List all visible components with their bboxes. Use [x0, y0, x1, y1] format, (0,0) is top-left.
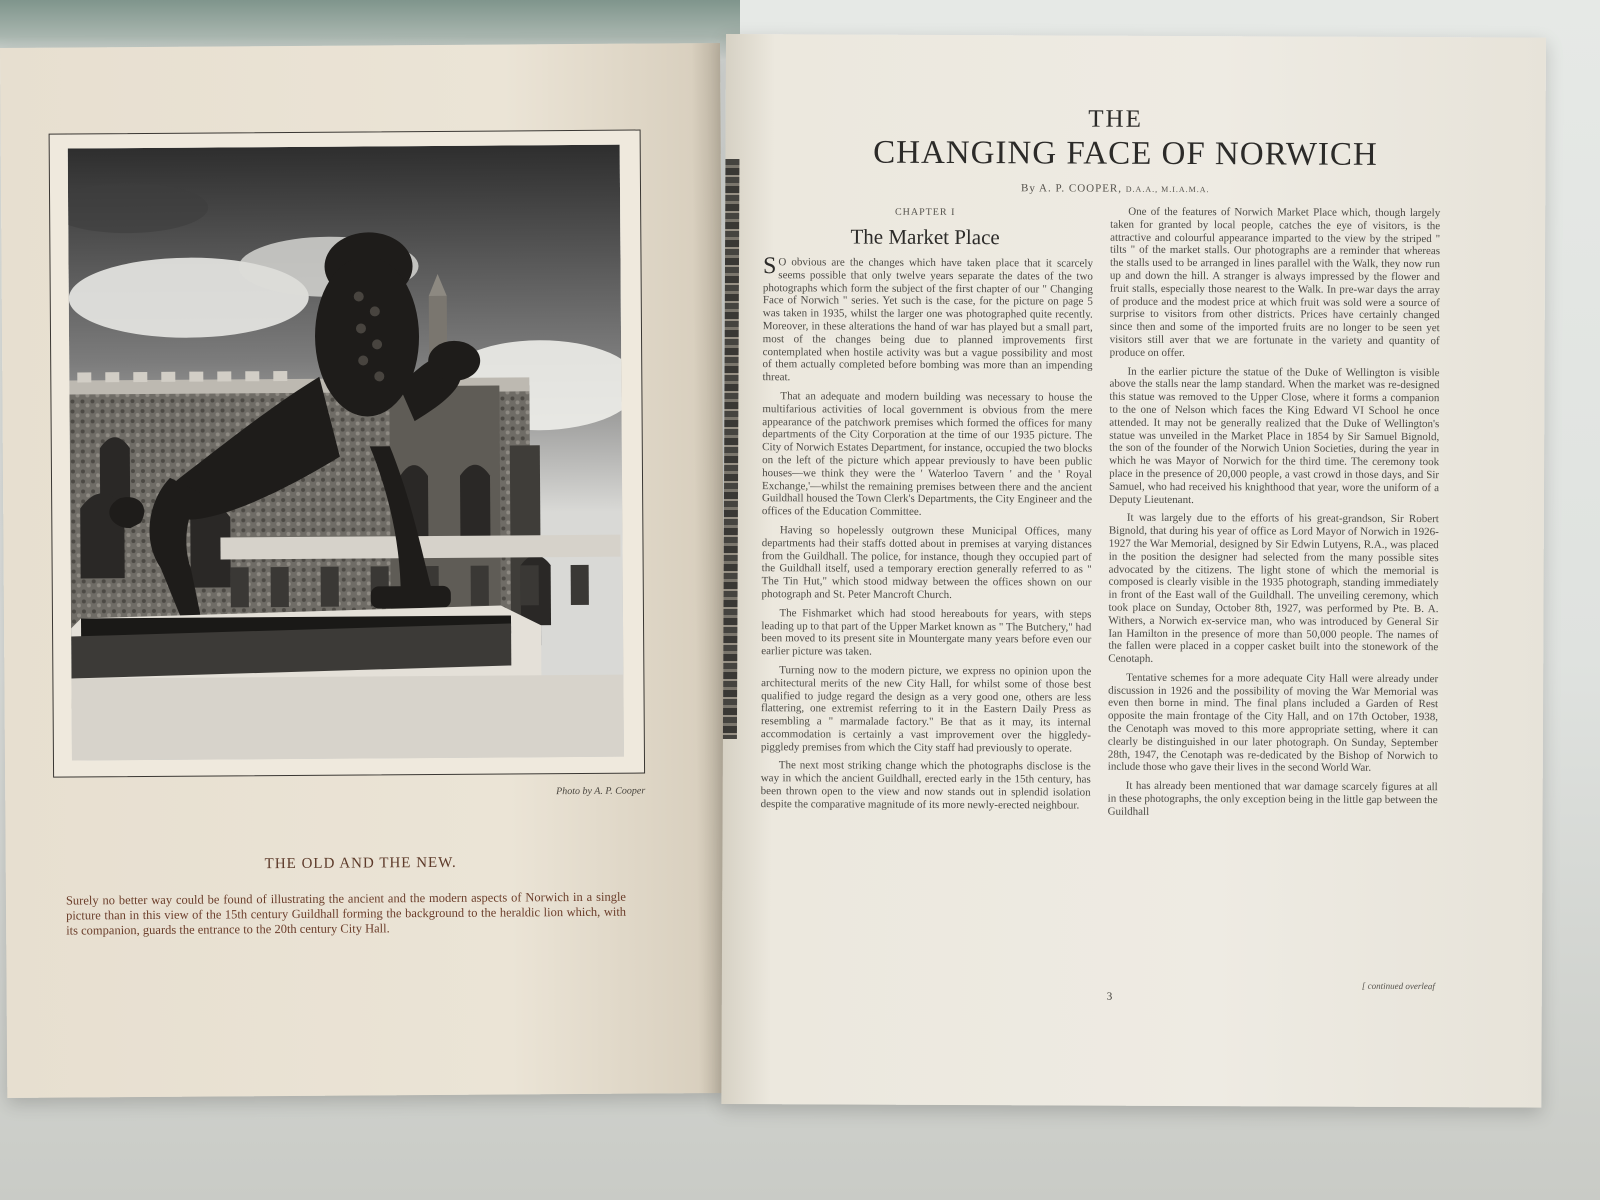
caption-text: Surely no better way could be found of illustrating the ancient and the modern aspects of Norwich in a single picture than in this view of the 15th century Guildhall forming the background to the heraldic lion which, with its companion, guards the entrance to the 20th century City Hall.	[65, 889, 627, 938]
gutter-strip	[723, 159, 740, 739]
chapter-title: The Market Place	[850, 224, 1000, 250]
paragraph: It was largely due to the efforts of his great-grandson, Sir Robert Bignold, that during his year of office as Lord Mayor of Norwich in 1926-1927 the War Memorial, designed by Sir Edwin Lutyens, R.A., was placed in the position the designer had selected from the many possible sites advocated by the citizens. The light stone of which the memorial is composed is clearly visible in the 1935 photograph, standing immediately in front of the East wall of the Guildhall. The unveiling ceremony, which took place on Sunday, October 8th, 1927, was performed by Pte. B. A. Withers, a Norwich ex-service man, who was introduced by General Sir Ian Hamilton in the presence of more than 50,000 people. The names of the fallen were placed in a copper casket built into the stonework of the Cenotaph.	[1108, 512, 1439, 665]
lion-guildhall-photo	[68, 145, 624, 761]
byline-qualifications: D.A.A., M.I.A.M.A.	[1125, 184, 1210, 195]
left-page	[0, 43, 727, 1098]
byline	[725, 181, 1505, 196]
paragraph: Tentative schemes for a more adequate City Hall were already under discussion in 1926 and the possibility of moving the War Memorial was even then borne in mind. The final plans included a Garden of Rest opposite the main frontage of the City Hall, and on 17th October, 1938, the Cenotaph was moved to this more appropriate setting, where it can clearly be distinguished in our later photograph. On Sunday, September 28th, 1947, the Cenotaph was re-dedicated by the Bishop of Norwich to include those who gave their lives in the second World War.	[1107, 671, 1439, 775]
photo-illustration	[68, 145, 624, 761]
paragraph: In the earlier picture the statue of the Duke of Wellington is visible above the stalls near the lamp standard. When the market was re-designed this statue was removed to the Upper Close, where it forms a companion to the one of Nelson which faces the King Edward VI School he once attended. It may not be generally realized that the Duke of Wellington's statue was unveiled in the Market Place in 1854 by Sir Samuel Bignold, the son of the founder of the Norwich Union Societies, during the year in which he was Mayor of Norwich for the third time. The ceremony took place in the presence of 20,000 people, a vast crowd in those days, and Sir Samuel, who had received his knighthood that year, wore the uniform of a Deputy Lieutenant.	[1108, 365, 1440, 506]
paragraph: The Fishmarket which had stood hereabouts for years, with steps leading up to that part of the Upper Market known as " The Butchery," had been moved to its present site in Mountergate many years before even our earlier picture was taken.	[761, 606, 1092, 658]
right-page	[721, 34, 1546, 1108]
dropcap: S	[762, 253, 777, 280]
paragraph: Having so hopelessly outgrown these Municipal Offices, many departments had their staffs dotted about in premises at varying distances from the Guildhall. The police, for instance, though they occupied part of the Guildhall itself, used a temporary erection generally referred to as " The Tin Hut," which stood midway between the offices shown on our photograph and St. Peter Mancroft Church.	[761, 524, 1092, 601]
paragraph: One of the features of Norwich Market Place which, though largely taken for granted by local people, catches the eye of visitors, is the attractive and colourful appearance imparted to the view by the striped " tilts " of the market stalls. Our photographs are a reminder that whereas the stalls used to be arranged in lines parallel with the Walk, they now run up and down the hill. A stranger is always impressed by the flower and fruit stalls, especially those nearest to the Walk. In pre-war days the array of produce and the modest price at which fruit was sold were a source of surprise to visitors from other districts. Prices have certainly changed since then and some of the imported fruits are no longer to be seen yet visitors still aver that we are fortunate in the variety and quantity of produce on offer.	[1109, 205, 1441, 359]
paragraph: It has already been mentioned that war damage scarcely figures at all in these photographs, the only exception being in the little gap between the Guildhall	[1107, 780, 1438, 818]
paragraph: That an adequate and modern building was necessary to house the multifarious activities of local government is obvious from the mere appearance of the patchwork premises which formed the offices for many departments of the City Corporation at the time of our 1935 picture. The City of Norwich Estates Department, for instance, occupied the two blocks on the left of the picture which appear previously to have been public houses—we think they were the ' Waterloo Tavern ' and the ' Royal Exchange,'—whilst the remaining premises between there and the ancient Guildhall housed the Town Clerk's Departments, the City Engineer and the offices of the Education Committee.	[761, 390, 1093, 518]
photo-frame	[49, 130, 645, 778]
paragraph	[762, 253, 1094, 385]
article-headline: CHANGING FACE OF NORWICH	[873, 134, 1378, 173]
text-column-1	[760, 253, 1094, 818]
text-column-2	[1108, 206, 1441, 826]
photo-credit: Photo by A. P. Cooper	[556, 785, 646, 798]
paragraph: Turning now to the modern picture, we express no opinion upon the architectural merits of the new City Hall, for whilst some of those best qualified to judge regard the design as a very good one, others are less flattering, one extremist referring to it in the Eastern Daily Press as resembling a " marmalade factory." Be that as it may, its internal accommodation is certainly a vast improvement over the higgledy-piggledy premises from which the City staff had previously to operate.	[760, 664, 1092, 755]
byline-author: By A. P. COOPER,	[1021, 182, 1123, 195]
chapter-label: CHAPTER I	[894, 206, 956, 219]
page-number: 3	[1106, 990, 1113, 1003]
title-line-the: THE	[1088, 105, 1143, 133]
caption-title: THE OLD AND THE NEW.	[264, 854, 457, 873]
continued-note: [ continued overleaf	[1361, 980, 1435, 992]
paragraph-text: O obvious are the changes which have taken place that it scarcely seems possible that only twelve years separate the dates of the two photographs which form the subject of the first chapter of our " Changing Face of Norwich " series. Yet such is the case, for the picture on page 5 was taken in 1935, whilst the larger one was photographed quite recently. Moreover, in these alterations the hand of war has played but a small part, most of the changes being due to planned improvements first contemplated when hostile activity was but a vague possibility and most of them actually completed before bombing was more than an impending threat.	[762, 256, 1094, 384]
paragraph: The next most striking change which the photographs disclose is the way in which the ancient Guildhall, erected early in the 15th century, has been thrown open to the view and now stands out in splendid isolation despite the comparative magnitude of its more newly-erected neighbour.	[760, 759, 1091, 812]
